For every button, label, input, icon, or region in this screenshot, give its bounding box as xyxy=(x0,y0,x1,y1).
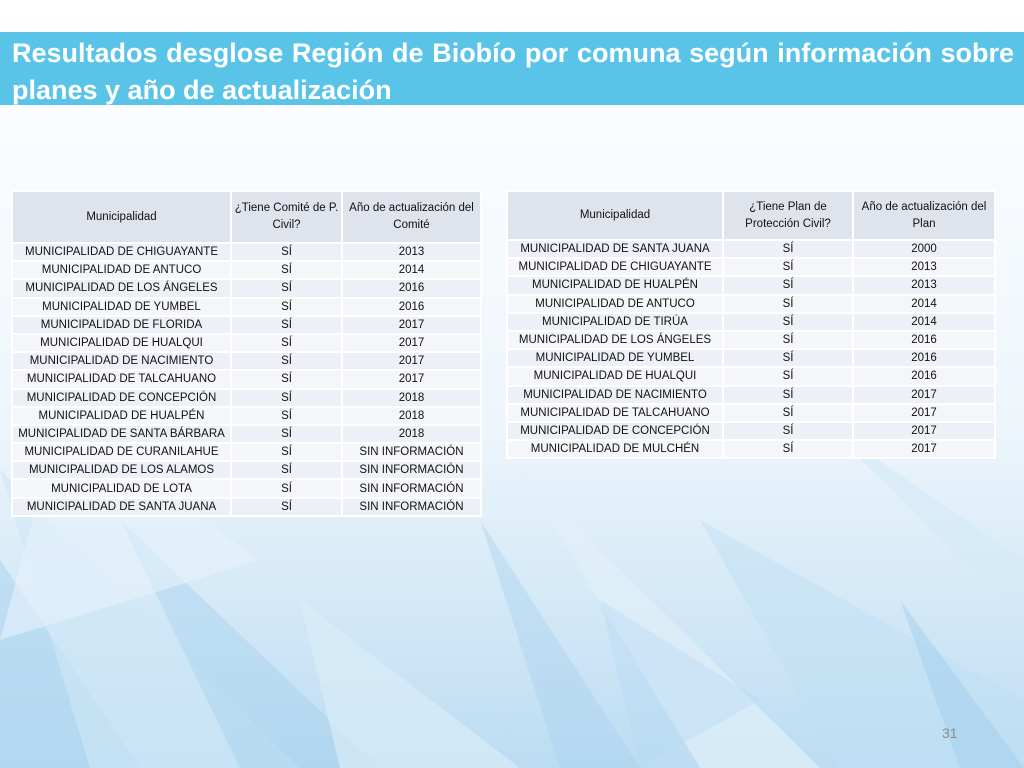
municipality-cell: MUNICIPALIDAD DE ANTUCO xyxy=(507,295,723,313)
year-cell: SIN INFORMACIÓN xyxy=(342,479,481,497)
municipality-cell: MUNICIPALIDAD DE TIRÚA xyxy=(507,313,723,331)
table-header-row xyxy=(12,191,481,243)
status-cell: SÍ xyxy=(231,243,342,261)
column-header: Año de actualización del Comité xyxy=(342,191,481,243)
table-row xyxy=(507,331,995,349)
table-row xyxy=(12,479,481,497)
year-cell: 2017 xyxy=(853,386,995,404)
year-cell: 2016 xyxy=(342,298,481,316)
municipality-cell: MUNICIPALIDAD DE MULCHÉN xyxy=(507,440,723,458)
year-cell: SIN INFORMACIÓN xyxy=(342,443,481,461)
municipality-cell: MUNICIPALIDAD DE HUALPÉN xyxy=(507,276,723,294)
status-cell: SÍ xyxy=(723,313,853,331)
year-cell: 2000 xyxy=(853,240,995,258)
table-row xyxy=(12,498,481,516)
status-cell: SÍ xyxy=(723,422,853,440)
table-row xyxy=(12,443,481,461)
status-cell: SÍ xyxy=(231,334,342,352)
year-cell: 2017 xyxy=(853,422,995,440)
table-row xyxy=(12,279,481,297)
page-number: 31 xyxy=(942,725,958,741)
page-title: Resultados desglose Región de Biobío por comuna según información sobre planes y año de actualización xyxy=(12,38,1014,105)
municipality-cell: MUNICIPALIDAD DE FLORIDA xyxy=(12,316,231,334)
status-cell: SÍ xyxy=(231,370,342,388)
municipality-cell: MUNICIPALIDAD DE CHIGUAYANTE xyxy=(507,258,723,276)
status-cell: SÍ xyxy=(231,279,342,297)
year-cell: 2017 xyxy=(342,352,481,370)
year-cell: 2016 xyxy=(342,279,481,297)
municipality-cell: MUNICIPALIDAD DE ANTUCO xyxy=(12,261,231,279)
status-cell: SÍ xyxy=(231,389,342,407)
table-row xyxy=(507,295,995,313)
table-row xyxy=(12,334,481,352)
status-cell: SÍ xyxy=(231,298,342,316)
year-cell: 2017 xyxy=(853,404,995,422)
table-row xyxy=(507,386,995,404)
title-bar xyxy=(0,32,1024,105)
committee-table xyxy=(11,190,482,517)
municipality-cell: MUNICIPALIDAD DE HUALPÉN xyxy=(12,407,231,425)
status-cell: SÍ xyxy=(723,367,853,385)
column-header: ¿Tiene Plan de Protección Civil? xyxy=(723,191,853,240)
year-cell: 2013 xyxy=(853,276,995,294)
municipality-cell: MUNICIPALIDAD DE YUMBEL xyxy=(12,298,231,316)
municipality-cell: MUNICIPALIDAD DE NACIMIENTO xyxy=(12,352,231,370)
year-cell: 2018 xyxy=(342,389,481,407)
status-cell: SÍ xyxy=(723,295,853,313)
status-cell: SÍ xyxy=(231,407,342,425)
municipality-cell: MUNICIPALIDAD DE CONCEPCIÓN xyxy=(12,389,231,407)
year-cell: 2013 xyxy=(853,258,995,276)
table-row xyxy=(12,370,481,388)
table-row xyxy=(12,425,481,443)
status-cell: SÍ xyxy=(231,261,342,279)
table-row xyxy=(507,313,995,331)
status-cell: SÍ xyxy=(231,352,342,370)
year-cell: 2018 xyxy=(342,425,481,443)
municipality-cell: MUNICIPALIDAD DE HUALQUI xyxy=(507,367,723,385)
column-header: Municipalidad xyxy=(507,191,723,240)
status-cell: SÍ xyxy=(723,349,853,367)
status-cell: SÍ xyxy=(723,404,853,422)
table-row xyxy=(12,352,481,370)
status-cell: SÍ xyxy=(723,331,853,349)
table-row xyxy=(507,422,995,440)
municipality-cell: MUNICIPALIDAD DE SANTA BÁRBARA xyxy=(12,425,231,443)
municipality-cell: MUNICIPALIDAD DE YUMBEL xyxy=(507,349,723,367)
municipality-cell: MUNICIPALIDAD DE LOS ÁNGELES xyxy=(12,279,231,297)
status-cell: SÍ xyxy=(723,258,853,276)
status-cell: SÍ xyxy=(231,479,342,497)
year-cell: SIN INFORMACIÓN xyxy=(342,498,481,516)
municipality-cell: MUNICIPALIDAD DE LOS ALAMOS xyxy=(12,461,231,479)
municipality-cell: MUNICIPALIDAD DE CURANILAHUE xyxy=(12,443,231,461)
table-row xyxy=(12,461,481,479)
year-cell: 2016 xyxy=(853,367,995,385)
year-cell: 2014 xyxy=(853,295,995,313)
municipality-cell: MUNICIPALIDAD DE CONCEPCIÓN xyxy=(507,422,723,440)
status-cell: SÍ xyxy=(231,461,342,479)
column-header: Año de actualización del Plan xyxy=(853,191,995,240)
status-cell: SÍ xyxy=(723,386,853,404)
year-cell: 2013 xyxy=(342,243,481,261)
table-row xyxy=(12,261,481,279)
column-header: ¿Tiene Comité de P. Civil? xyxy=(231,191,342,243)
year-cell: 2017 xyxy=(853,440,995,458)
table-row xyxy=(12,298,481,316)
table-row xyxy=(507,240,995,258)
year-cell: SIN INFORMACIÓN xyxy=(342,461,481,479)
year-cell: 2014 xyxy=(853,313,995,331)
status-cell: SÍ xyxy=(231,425,342,443)
municipality-cell: MUNICIPALIDAD DE TALCAHUANO xyxy=(507,404,723,422)
municipality-cell: MUNICIPALIDAD DE SANTA JUANA xyxy=(507,240,723,258)
status-cell: SÍ xyxy=(723,440,853,458)
year-cell: 2014 xyxy=(342,261,481,279)
table-row xyxy=(507,367,995,385)
civil-protection-plan-table xyxy=(506,190,996,459)
municipality-cell: MUNICIPALIDAD DE TALCAHUANO xyxy=(12,370,231,388)
table-row xyxy=(507,258,995,276)
table-row xyxy=(507,404,995,422)
year-cell: 2017 xyxy=(342,316,481,334)
year-cell: 2016 xyxy=(853,349,995,367)
status-cell: SÍ xyxy=(231,498,342,516)
status-cell: SÍ xyxy=(723,240,853,258)
municipality-cell: MUNICIPALIDAD DE NACIMIENTO xyxy=(507,386,723,404)
table-row xyxy=(12,316,481,334)
table-header-row xyxy=(507,191,995,240)
year-cell: 2018 xyxy=(342,407,481,425)
table-row xyxy=(507,276,995,294)
table-row xyxy=(12,389,481,407)
column-header: Municipalidad xyxy=(12,191,231,243)
municipality-cell: MUNICIPALIDAD DE SANTA JUANA xyxy=(12,498,231,516)
municipality-cell: MUNICIPALIDAD DE LOS ÁNGELES xyxy=(507,331,723,349)
municipality-cell: MUNICIPALIDAD DE HUALQUI xyxy=(12,334,231,352)
table-row xyxy=(507,349,995,367)
municipality-cell: MUNICIPALIDAD DE LOTA xyxy=(12,479,231,497)
status-cell: SÍ xyxy=(723,276,853,294)
year-cell: 2017 xyxy=(342,370,481,388)
year-cell: 2016 xyxy=(853,331,995,349)
table-row xyxy=(12,243,481,261)
table-row xyxy=(507,440,995,458)
year-cell: 2017 xyxy=(342,334,481,352)
status-cell: SÍ xyxy=(231,316,342,334)
municipality-cell: MUNICIPALIDAD DE CHIGUAYANTE xyxy=(12,243,231,261)
status-cell: SÍ xyxy=(231,443,342,461)
table-row xyxy=(12,407,481,425)
